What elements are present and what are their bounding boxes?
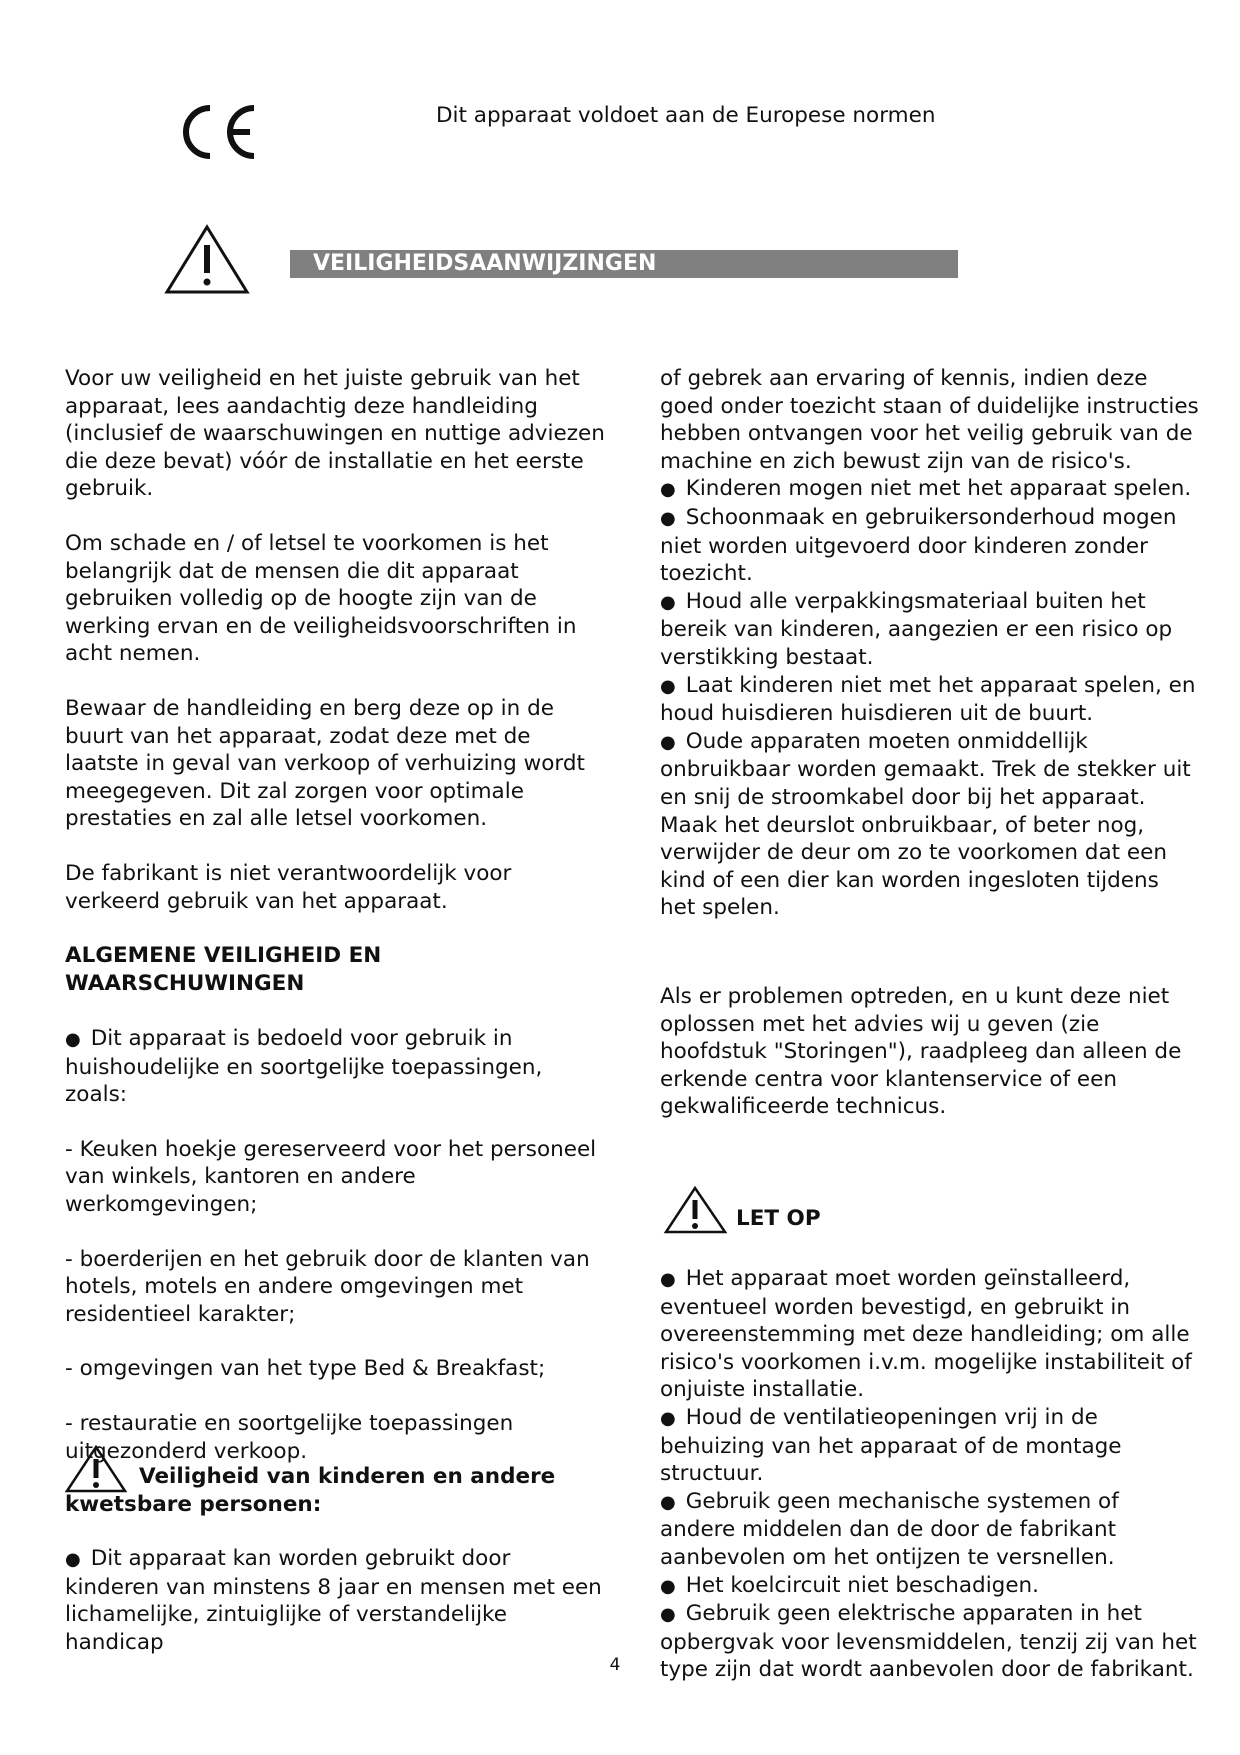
list-item: ● Kinderen mogen niet met het apparaat spelen. bbox=[660, 475, 1200, 504]
general-safety-heading: ALGEMENE VEILIGHEID EN WAARSCHUWINGEN bbox=[65, 943, 382, 997]
safety-instructions-banner: VEILIGHEIDSAANWIJZINGEN bbox=[290, 250, 958, 278]
list-item: ● Schoonmaak en gebruikersonderhoud mogen niet worden uitgevoerd door kinderen zonder toezicht. bbox=[660, 504, 1200, 588]
damage-paragraph: Om schade en / of letsel te voorkomen is het belangrijk dat de mensen die dit apparaat gebruiken volledig op de hoogte zijn van de werking ervan en de veiligheidsvoorschriften in acht nemen. bbox=[65, 530, 577, 667]
left-column bbox=[65, 365, 605, 1465]
list-item: ● Oude apparaten moeten onmiddellijk onbruikbaar worden gemaakt. Trek de stekker uit en snij de stroomkabel door bij het apparaat. Maak het deurslot onbruikbaar, of beter nog, verwijder de deur om zo te voorkomen dat een kind of een dier kan worden ingesloten tijdens het spelen. bbox=[660, 728, 1200, 922]
list-item: ● Houd alle verpakkingsmateriaal buiten het bereik van kinderen, aangezien er een risico op verstikking bestaat. bbox=[660, 588, 1200, 672]
list-item: ● Het koelcircuit niet beschadigen. bbox=[660, 1572, 1200, 1601]
kids-bullet: ● Dit apparaat kan worden gebruikt door kinderen van minstens 8 jaar en mensen met een lichamelijke, zintuiglijke of verstandelijke handicap bbox=[65, 1545, 605, 1656]
list-item: ● Gebruik geen elektrische apparaten in het opbergvak voor levensmiddelen, tenzij zij van het type zijn dat wordt aanbevolen door de fabrikant. bbox=[660, 1600, 1200, 1684]
list-item: ● Het apparaat moet worden geïnstalleerd, eventueel worden bevestigd, en gebruikt in overeenstemming met deze handleiding; om alle risico's voorkomen i.v.m. mogelijke instabiliteit of onjuiste installatie. bbox=[660, 1265, 1200, 1404]
list-item: ● Gebruik geen mechanische systemen of andere middelen dan de door de fabrikant aanbevolen om het ontijzen te versnellen. bbox=[660, 1488, 1200, 1572]
kids-bullet-block bbox=[65, 1545, 605, 1656]
list-item: ● Houd de ventilatieopeningen vrij in de behuizing van het apparaat of de montage structuur. bbox=[660, 1404, 1200, 1488]
intro-paragraph: Voor uw veiligheid en het juiste gebruik van het apparaat, lees aandachtig deze handleiding (inclusief de waarschuwingen en nuttige adviezen die deze bevat) vóór de installatie en het eerste gebruik. bbox=[65, 366, 605, 502]
kids-heading-line1: Veiligheid van kinderen en andere bbox=[139, 1464, 556, 1489]
list-item: ● Laat kinderen niet met het apparaat spelen, en houd huisdieren huisdieren uit de buurt. bbox=[660, 672, 1200, 728]
ce-conformity-text: Dit apparaat voldoet aan de Europese normen bbox=[436, 103, 936, 128]
keep-manual-paragraph: Bewaar de handleiding en berg deze op in de buurt van het apparaat, zodat deze met de laatste in geval van verkoop of verhuizing wordt meegegeven. Dit zal zorgen voor optimale prestaties en zal alle letsel voorkomen. bbox=[65, 695, 585, 832]
attention-heading: LET OP bbox=[736, 1206, 821, 1231]
kids-heading-line2: kwetsbare personen: bbox=[65, 1492, 322, 1517]
list-item: - boerderijen en het gebruik door de klanten van hotels, motels en andere omgevingen met residentieel karakter; bbox=[65, 1246, 590, 1327]
right-column bbox=[660, 365, 1200, 922]
problems-paragraph: Als er problemen optreden, en u kunt deze niet oplossen met het advies wij u geven (zie hoofdstuk "Storingen"), raadpleeg dan alleen de erkende centra voor klantenservice of een gekwalificeerde technicus. bbox=[660, 984, 1182, 1120]
page-number: 4 bbox=[609, 1655, 621, 1675]
ce-mark-icon bbox=[170, 100, 262, 164]
list-item: - restauratie en soortgelijke toepassingen uitgezonderd verkoop. bbox=[65, 1411, 514, 1464]
continuation-paragraph: of gebrek aan ervaring of kennis, indien deze goed onder toezicht staan of duidelijke instructies hebben ontvangen voor het veilig gebruik van de machine en zich bewust zijn van de risico's. bbox=[660, 366, 1199, 474]
kids-safety-heading bbox=[65, 1463, 625, 1519]
manufacturer-paragraph: De fabrikant is niet verantwoordelijk voor verkeerd gebruik van het apparaat. bbox=[65, 860, 512, 914]
list-item: - omgevingen van het type Bed & Breakfast; bbox=[65, 1356, 546, 1382]
warning-triangle-icon bbox=[164, 223, 250, 295]
warning-triangle-icon bbox=[663, 1185, 728, 1235]
general-bullet: ● Dit apparaat is bedoeld voor gebruik in huishoudelijke en soortgelijke toepassingen, zoals: bbox=[65, 1025, 605, 1109]
list-item: - Keuken hoekje gereserveerd voor het personeel van winkels, kantoren en andere werkomgevingen; bbox=[65, 1136, 597, 1218]
attention-list bbox=[660, 1265, 1200, 1684]
